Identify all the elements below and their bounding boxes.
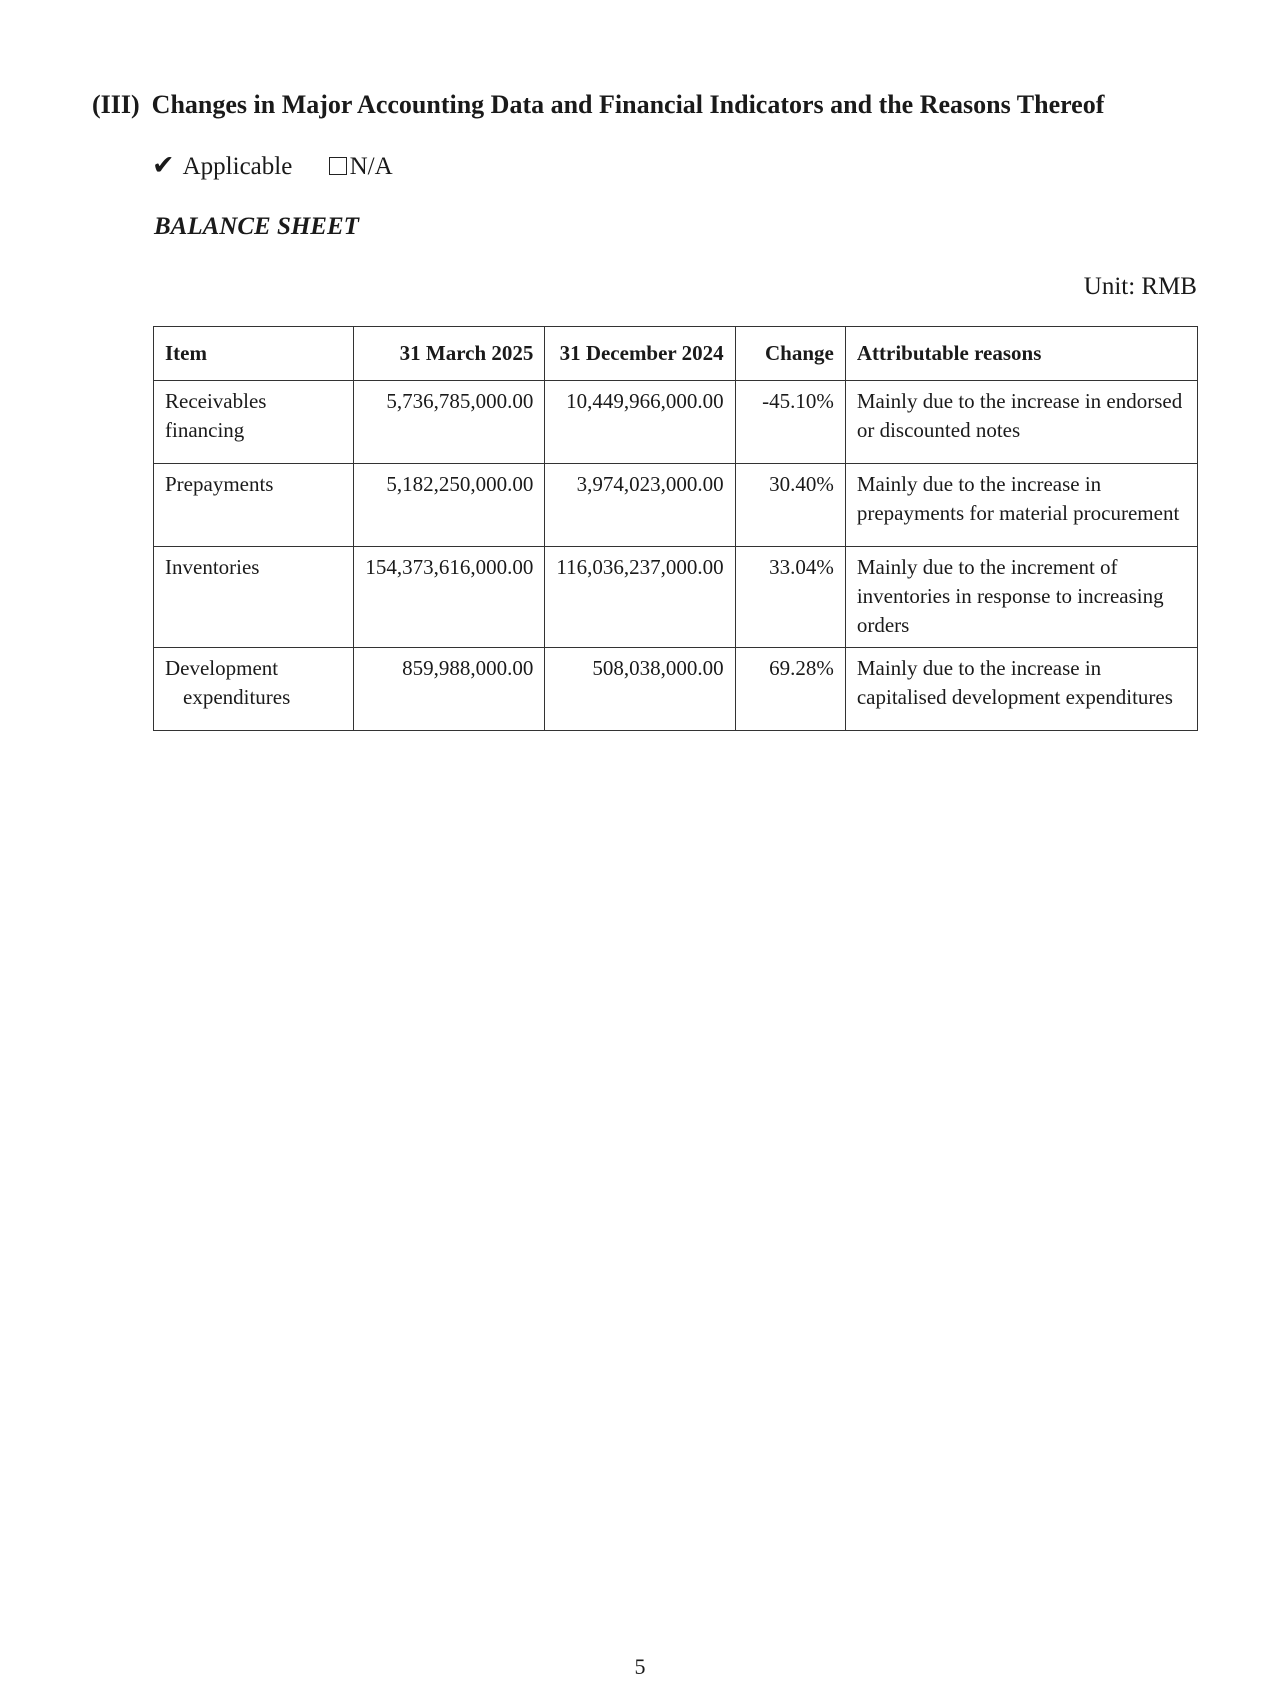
row-31-march-2025: 5,736,785,000.00 [354,381,545,464]
row-change: 30.40% [735,464,845,547]
row-change: 69.28% [735,648,845,731]
unit-label: Unit: RMB [1083,273,1197,300]
row-31-march-2025: 5,182,250,000.00 [354,464,545,547]
row-item-cell [154,648,354,731]
section-number: (III) [92,90,140,119]
row-item: Inventories [154,547,354,648]
na-option [329,153,393,180]
table-row [154,381,1198,464]
section-heading [92,90,1104,120]
header-change: Change [735,327,845,381]
row-reason: Mainly due to the increase in prepayments for material procurement [845,464,1197,547]
row-31-march-2025: 859,988,000.00 [354,648,545,731]
row-reason: Mainly due to the increase in endorsed or discounted notes [845,381,1197,464]
row-change: -45.10% [735,381,845,464]
row-31-december-2024: 3,974,023,000.00 [545,464,735,547]
header-item: Item [154,327,354,381]
row-31-march-2025: 154,373,616,000.00 [354,547,545,648]
row-item: Prepayments [154,464,354,547]
check-mark-icon: ✔ [152,150,175,180]
table-header-row [154,327,1198,381]
header-attributable-reasons: Attributable reasons [845,327,1197,381]
row-reason: Mainly due to the increase in capitalised development expenditures [845,648,1197,731]
row-change: 33.04% [735,547,845,648]
row-item: Receivables financing [154,381,354,464]
row-31-december-2024: 116,036,237,000.00 [545,547,735,648]
section-heading-title: Changes in Major Accounting Data and Financial Indicators and the Reasons Thereof [151,90,1105,119]
header-31-march-2025: 31 March 2025 [354,327,545,381]
empty-checkbox-icon [329,157,347,175]
balance-sheet-title: BALANCE SHEET [154,213,359,240]
row-31-december-2024: 10,449,966,000.00 [545,381,735,464]
row-reason: Mainly due to the increment of inventories in response to increasing orders [845,547,1197,648]
table-row [154,547,1198,648]
row-item: Development [165,656,279,680]
row-item-continuation: expenditures [183,685,291,709]
header-31-december-2024: 31 December 2024 [545,327,735,381]
applicable-label: Applicable [182,153,293,180]
table-row [154,464,1198,547]
applicability-options [152,150,393,181]
row-31-december-2024: 508,038,000.00 [545,648,735,731]
balance-sheet-table [153,326,1198,731]
page-number: 5 [634,1654,646,1679]
na-label: N/A [349,153,393,180]
table-row [154,648,1198,731]
